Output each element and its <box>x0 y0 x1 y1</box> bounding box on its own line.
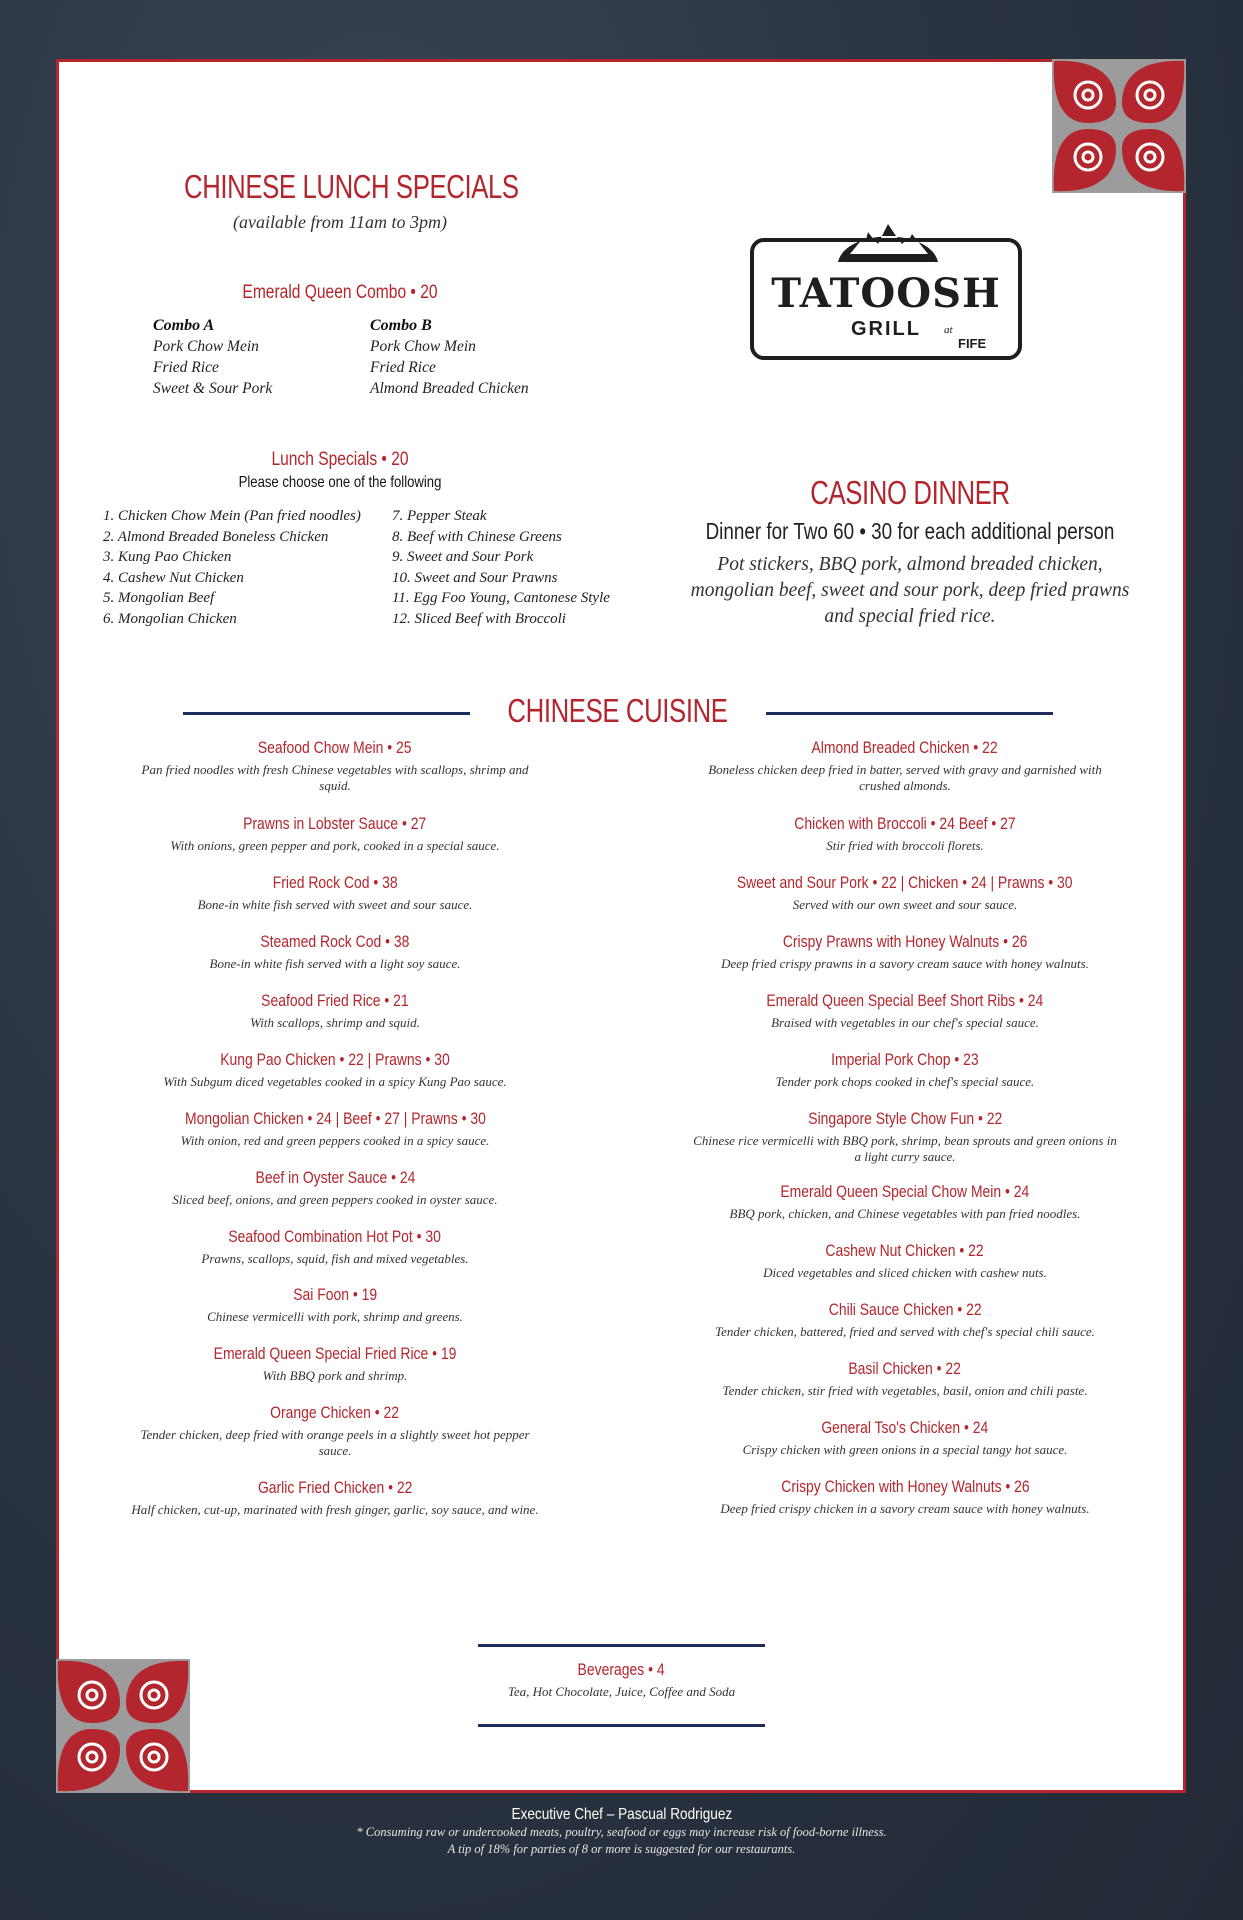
dish-description: Tea, Hot Chocolate, Juice, Coffee and Soda <box>507 1684 736 1699</box>
dish-description: Diced vegetables and sliced chicken with cashew nuts. <box>763 1265 1047 1280</box>
menu-item <box>690 1477 1120 1517</box>
menu-item <box>130 1050 540 1090</box>
dish-name: Steamed Rock Cod • 38 <box>260 932 410 951</box>
menu-item <box>130 932 540 972</box>
dish-name: Crispy Chicken with Honey Walnuts • 26 <box>780 1477 1030 1496</box>
menu-item <box>130 1168 540 1208</box>
footer <box>0 1806 1243 1858</box>
list-item: 2. Almond Breaded Boneless Chicken <box>103 528 329 545</box>
menu-item <box>690 873 1120 913</box>
dish-description: Tender chicken, deep fried with orange peels in a slightly sweet hot pepper sauce. <box>140 1427 530 1458</box>
dish-name: Cashew Nut Chicken • 22 <box>825 1241 985 1260</box>
dinner-title: CASINO DINNER <box>810 474 1010 511</box>
dish-name: Beverages • 4 <box>577 1660 666 1679</box>
menu-item <box>690 738 1120 793</box>
menu-item <box>690 1300 1120 1340</box>
menu-item <box>690 1418 1120 1458</box>
menu-item <box>130 1109 540 1149</box>
dish-name: Beef in Oyster Sauce • 24 <box>255 1168 415 1187</box>
dish-description: Tender pork chops cooked in chef's special sauce. <box>775 1074 1035 1089</box>
lunch-specials-heading: Lunch Specials • 20 <box>271 449 409 470</box>
dish-name: Imperial Pork Chop • 23 <box>831 1050 979 1069</box>
dish-description: With BBQ pork and shrimp. <box>262 1368 408 1383</box>
dish-name: Sai Foon • 19 <box>293 1285 377 1304</box>
dish-name: Chili Sauce Chicken • 22 <box>828 1300 982 1319</box>
dish-name: Prawns in Lobster Sauce • 27 <box>243 814 427 833</box>
logo <box>746 210 1030 366</box>
ornament-icon <box>56 1659 190 1793</box>
dinner-subtitle: Dinner for Two 60 • 30 for each additional person <box>705 518 1115 544</box>
dish-description: With Subgum diced vegetables cooked in a spicy Kung Pao sauce. <box>163 1074 507 1089</box>
dish-description: Tender chicken, battered, fried and served with chef's special chili sauce. <box>715 1324 1095 1339</box>
dish-description: Prawns, scallops, squid, fish and mixed vegetables. <box>201 1251 469 1266</box>
logo-brand: TATOOSH <box>771 270 1001 317</box>
list-item: 10. Sweet and Sour Prawns <box>392 569 558 586</box>
combo-item: Sweet & Sour Pork <box>153 380 273 397</box>
combo-item: Fried Rice <box>370 359 436 376</box>
menu-item <box>690 932 1120 972</box>
menu-item <box>130 1403 540 1458</box>
lunch-availability: (available from 11am to 3pm) <box>233 212 447 232</box>
dish-description: Deep fried crispy chicken in a savory cream sauce with honey walnuts. <box>720 1501 1090 1516</box>
dish-description: Stir fried with broccoli florets. <box>826 838 984 853</box>
combo-a <box>153 315 272 399</box>
menu-item <box>130 814 540 854</box>
dish-name: Chicken with Broccoli • 24 Beef • 27 <box>794 814 1016 833</box>
dish-description: Boneless chicken deep fried in batter, served with gravy and garnished with crushed almonds. <box>708 762 1102 793</box>
logo-at: at <box>944 324 953 336</box>
menu-item <box>690 1182 1120 1222</box>
divider <box>183 712 470 715</box>
combo-item: Almond Breaded Chicken <box>370 380 529 397</box>
dish-name: Basil Chicken • 22 <box>848 1359 962 1378</box>
dish-name: Seafood Fried Rice • 21 <box>261 991 409 1010</box>
divider <box>766 712 1053 715</box>
dish-description: Sliced beef, onions, and green peppers cooked in oyster sauce. <box>172 1192 498 1207</box>
dish-name: General Tso's Chicken • 24 <box>821 1418 989 1437</box>
dish-name: Singapore Style Chow Fun • 22 <box>808 1109 1002 1128</box>
chef-credit: Executive Chef – Pascual Rodriguez <box>511 1806 732 1823</box>
list-item: 12. Sliced Beef with Broccoli <box>392 610 566 627</box>
dish-name: Seafood Combination Hot Pot • 30 <box>228 1227 442 1246</box>
dish-name: Crispy Prawns with Honey Walnuts • 26 <box>782 932 1028 951</box>
dish-description: Chinese vermicelli with pork, shrimp and greens. <box>207 1309 463 1324</box>
ornament-icon <box>1052 59 1186 193</box>
dish-name: Emerald Queen Special Chow Mein • 24 <box>780 1182 1030 1201</box>
list-item: 7. Pepper Steak <box>392 508 487 524</box>
dish-description: Bone-in white fish served with a light soy sauce. <box>209 956 461 971</box>
lunch-list-left <box>103 506 361 630</box>
dinner-description: Pot stickers, BBQ pork, almond breaded chicken, mongolian beef, sweet and sour pork, deep fried prawns and special fried rice. <box>690 554 1130 627</box>
menu-item <box>690 1359 1120 1399</box>
dish-name: Sweet and Sour Pork • 22 | Chicken • 24 | Prawns • 30 <box>737 873 1073 892</box>
dish-description: Deep fried crispy prawns in a savory cream sauce with honey walnuts. <box>721 956 1089 971</box>
dish-name: Kung Pao Chicken • 22 | Prawns • 30 <box>220 1050 450 1069</box>
menu-item <box>690 1241 1120 1281</box>
dish-description: Crispy chicken with green onions in a special tangy hot sauce. <box>742 1442 1068 1457</box>
dish-name: Orange Chicken • 22 <box>270 1403 400 1422</box>
health-warning: * Consuming raw or undercooked meats, poultry, seafood or eggs may increase risk of food-borne illness. <box>356 1825 887 1839</box>
list-item: 8. Beef with Chinese Greens <box>392 528 562 545</box>
combo-a-title: Combo A <box>153 317 215 334</box>
lunch-title: CHINESE LUNCH SPECIALS <box>184 168 519 205</box>
dish-description: Pan fried noodles with fresh Chinese vegetables with scallops, shrimp and squid. <box>141 762 529 793</box>
dish-name: Almond Breaded Chicken • 22 <box>811 738 999 757</box>
lunch-list-right <box>392 506 610 630</box>
logo-sub: GRILL <box>851 318 921 340</box>
lunch-specials-sub: Please choose one of the following <box>238 474 442 491</box>
menu-item <box>690 814 1120 854</box>
menu-item <box>130 738 540 793</box>
list-item: 1. Chicken Chow Mein (Pan fried noodles) <box>103 508 361 524</box>
dish-name: Fried Rock Cod • 38 <box>272 873 398 892</box>
dish-description: Half chicken, cut-up, marinated with fresh ginger, garlic, soy sauce, and wine. <box>131 1502 539 1517</box>
list-item: 6. Mongolian Chicken <box>103 610 237 627</box>
menu-item <box>690 991 1120 1031</box>
combo-heading: Emerald Queen Combo • 20 <box>242 282 438 303</box>
beverages <box>478 1660 765 1700</box>
menu-item <box>130 991 540 1031</box>
dish-description: Served with our own sweet and sour sauce. <box>792 897 1018 912</box>
dish-name: Emerald Queen Special Beef Short Ribs • 24 <box>766 991 1044 1010</box>
combo-b-title: Combo B <box>370 317 432 334</box>
menu-item <box>130 1344 540 1384</box>
menu-item <box>130 1227 540 1267</box>
divider <box>478 1724 765 1727</box>
dish-description: Braised with vegetables in our chef's special sauce. <box>771 1015 1039 1030</box>
combo-b <box>370 315 529 399</box>
list-item: 4. Cashew Nut Chicken <box>103 569 244 586</box>
dish-description: Tender chicken, stir fried with vegetables, basil, onion and chili paste. <box>722 1383 1088 1398</box>
dish-name: Emerald Queen Special Fried Rice • 19 <box>213 1344 457 1363</box>
tip-note: A tip of 18% for parties of 8 or more is suggested for our restaurants. <box>447 1842 796 1856</box>
dish-name: Mongolian Chicken • 24 | Beef • 27 | Prawns • 30 <box>184 1109 486 1128</box>
dish-description: With scallops, shrimp and squid. <box>250 1015 420 1030</box>
menu-item <box>130 1478 540 1518</box>
dish-description: Bone-in white fish served with sweet and sour sauce. <box>197 897 473 912</box>
list-item: 3. Kung Pao Chicken <box>103 549 232 566</box>
combo-item: Pork Chow Mein <box>153 338 259 355</box>
list-item: 9. Sweet and Sour Pork <box>392 549 534 566</box>
dish-description: With onion, red and green peppers cooked in a spicy sauce. <box>180 1133 490 1148</box>
cuisine-title: CHINESE CUISINE <box>507 692 728 729</box>
menu-item <box>690 1050 1120 1090</box>
dish-name: Seafood Chow Mein • 25 <box>258 738 412 757</box>
logo-location: FIFE <box>958 336 987 351</box>
menu-item <box>130 1285 540 1325</box>
list-item: 5. Mongolian Beef <box>103 590 215 607</box>
combo-item: Fried Rice <box>153 359 219 376</box>
list-item: 11. Egg Foo Young, Cantonese Style <box>392 590 610 607</box>
dish-description: With onions, green pepper and pork, cooked in a special sauce. <box>170 838 500 853</box>
menu-item <box>690 1109 1120 1164</box>
dish-description: BBQ pork, chicken, and Chinese vegetables with pan fried noodles. <box>729 1206 1081 1221</box>
menu-item <box>130 873 540 913</box>
divider <box>478 1644 765 1647</box>
combo-item: Pork Chow Mein <box>370 338 476 355</box>
dish-description: Chinese rice vermicelli with BBQ pork, shrimp, bean sprouts and green onions in a light curry sauce. <box>693 1133 1117 1164</box>
dish-name: Garlic Fried Chicken • 22 <box>257 1478 413 1497</box>
